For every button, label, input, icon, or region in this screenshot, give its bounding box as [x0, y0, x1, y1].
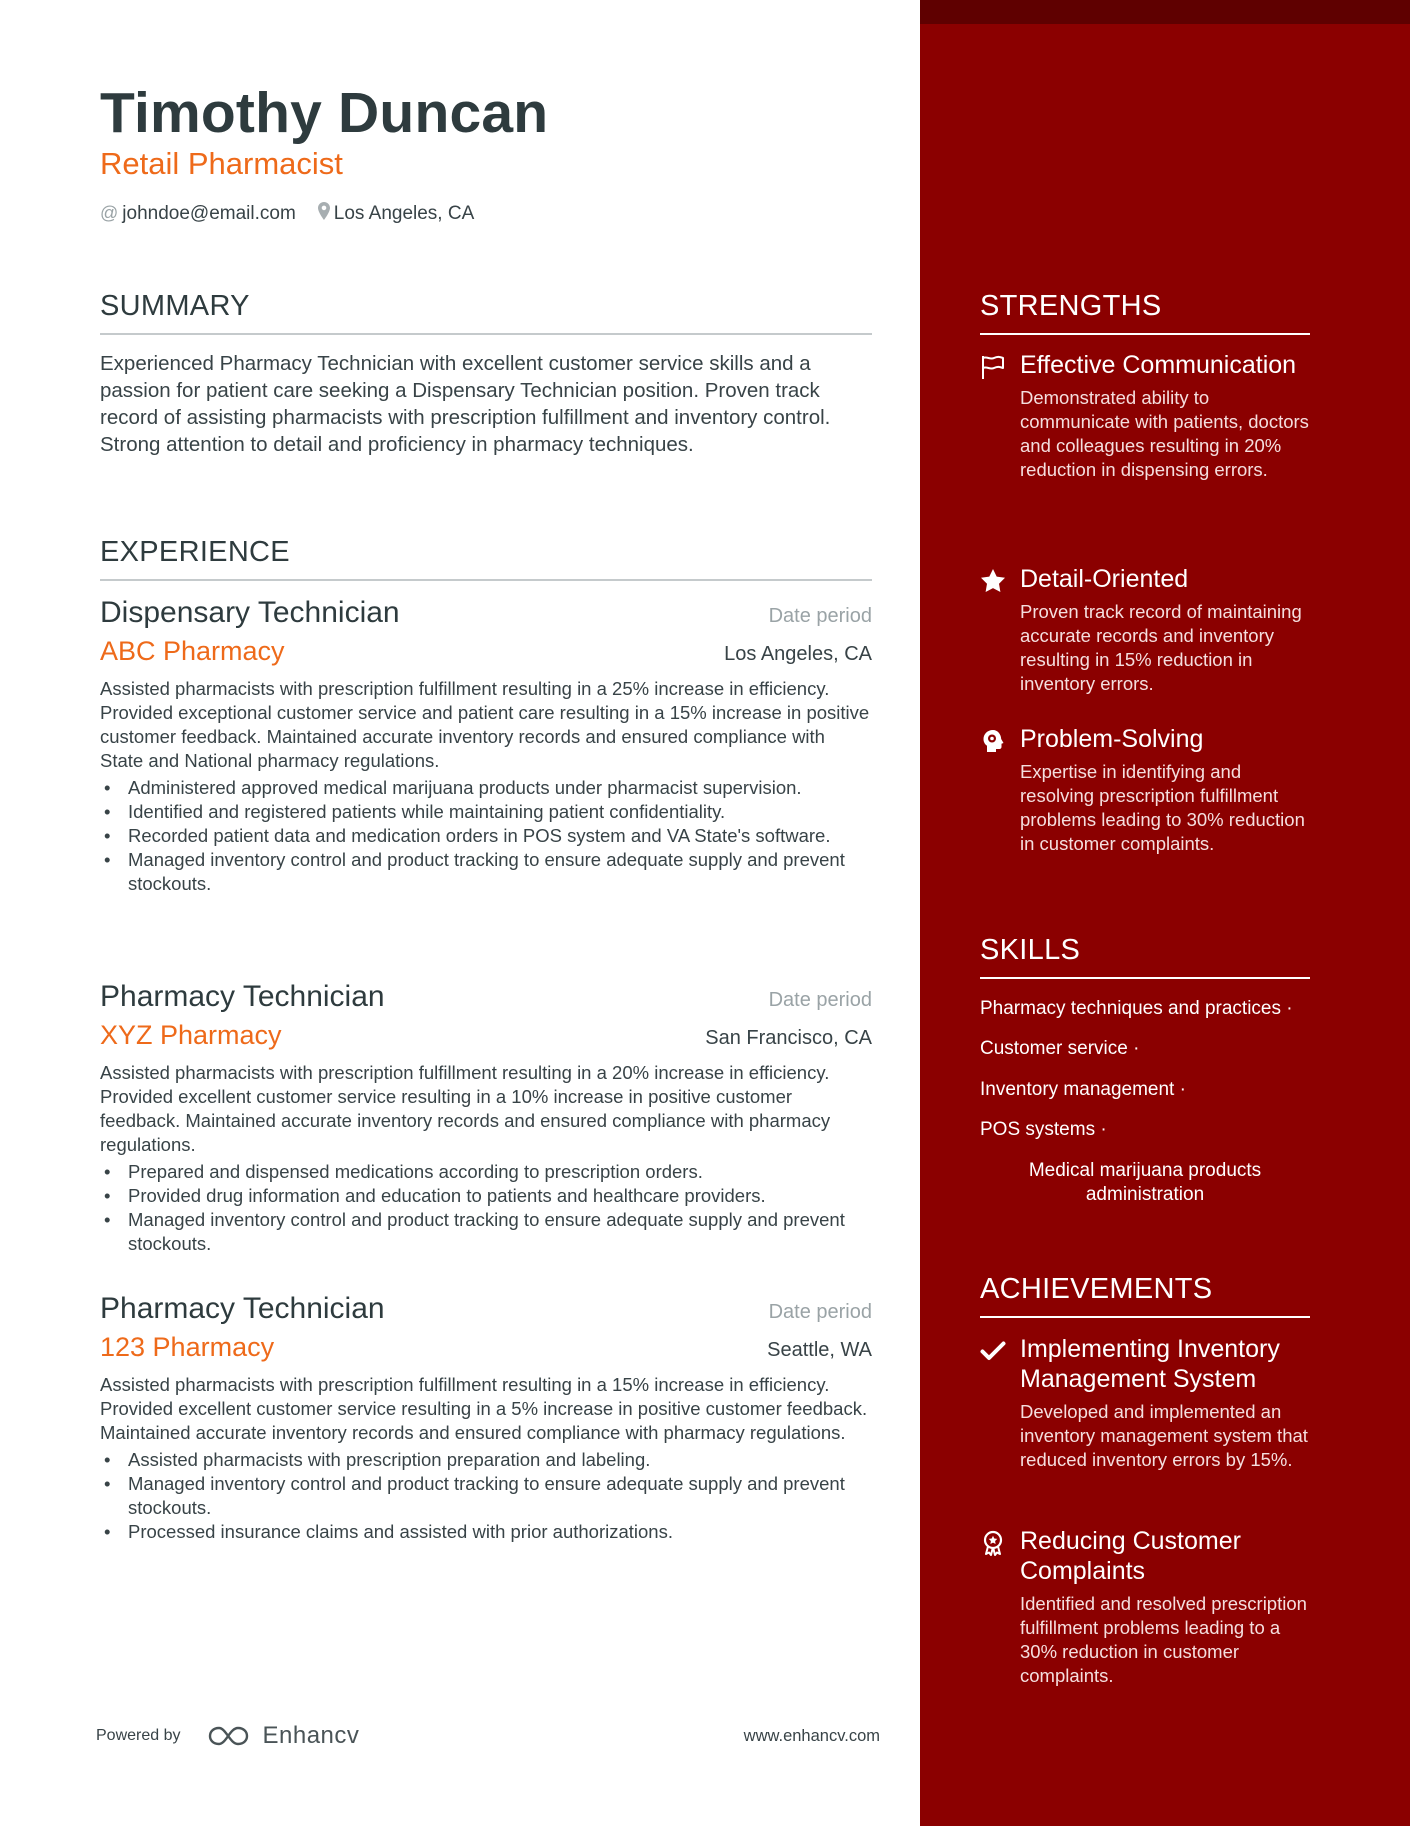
- job-date: Date period: [768, 989, 872, 1011]
- job-location: San Francisco, CA: [705, 1027, 872, 1049]
- job-bullet: • Administered approved medical marijuana products under pharmacist supervision.: [100, 776, 872, 800]
- job-bullet: • Identified and registered patients while maintaining patient confidentiality.: [100, 800, 872, 824]
- candidate-name: Timothy Duncan: [100, 81, 549, 145]
- job-company: ABC Pharmacy: [100, 636, 285, 666]
- strength-title: Effective Communication: [1020, 351, 1297, 379]
- job-bullet: • Recorded patient data and medication orders in POS system and VA State's software.: [100, 824, 872, 848]
- job-bullet: • Managed inventory control and product tracking to ensure adequate supply and prevent stockouts.: [100, 1208, 872, 1256]
- brain-head-icon: [980, 728, 1006, 754]
- job-description: Assisted pharmacists with prescription fulfillment resulting in a 25% increase in efficiency. Provided exceptional customer service and patient care resulting in a 15% increase in positive customer feedback. Maintained accurate inventory records and ensured compliance with State and National pharmacy regulations.: [100, 678, 870, 771]
- powered-by: [96, 1722, 359, 1750]
- job-bullet: • Assisted pharmacists with prescription preparation and labeling.: [100, 1448, 872, 1472]
- location-pin-icon: [318, 202, 330, 225]
- check-icon: [980, 1338, 1006, 1364]
- skill-item: Customer service ·: [980, 1038, 1140, 1059]
- job-company: XYZ Pharmacy: [100, 1020, 282, 1050]
- skill-item: POS systems ·: [980, 1119, 1107, 1140]
- job-description: Assisted pharmacists with prescription fulfillment resulting in a 15% increase in efficiency. Provided excellent customer service resulting in a 5% increase in positive customer feedback. Maintained accurate inventory records and ensured compliance with pharmacy regulations.: [100, 1374, 868, 1443]
- strength-item: [980, 724, 1320, 856]
- strength-description: Demonstrated ability to communicate with patients, doctors and colleagues resulting in 20% reduction in dispensing errors.: [1020, 387, 1309, 480]
- job-title: Dispensary Technician: [100, 596, 400, 629]
- star-icon: [980, 568, 1006, 594]
- summary-heading: SUMMARY: [100, 290, 872, 335]
- enhancv-brand-text: Enhancv: [262, 1722, 360, 1749]
- skill-item: Medical marijuana products administration: [1028, 1160, 1262, 1205]
- strength-description: Expertise in identifying and resolving prescription fulfillment problems leading to 30% reduction in customer complaints.: [1020, 761, 1305, 854]
- strength-item: [980, 564, 1320, 696]
- job-title: Pharmacy Technician: [100, 1292, 385, 1325]
- strength-description: Proven track record of maintaining accurate records and inventory resulting in 15% reduction in inventory errors.: [1020, 601, 1302, 694]
- at-icon: @: [100, 203, 119, 223]
- achievement-description: Identified and resolved prescription fulfillment problems leading to a 30% reduction in customer complaints.: [1020, 1593, 1307, 1686]
- job-date: Date period: [768, 1301, 872, 1323]
- experience-heading: EXPERIENCE: [100, 536, 872, 581]
- skills-heading: SKILLS: [980, 934, 1310, 979]
- summary-text: Experienced Pharmacy Technician with excellent customer service skills and a passion for patient care seeking a Dispensary Technician position. Proven track record of assisting pharmacists with prescription fulfillment and inventory control. Strong attention to detail and proficiency in pharmacy techniques.: [100, 352, 831, 456]
- enhancv-logo-icon: [207, 1724, 253, 1748]
- job-description: Assisted pharmacists with prescription fulfillment resulting in a 20% increase in efficiency. Provided excellent customer service resulting in a 10% increase in positive customer feedback. Maintained accurate inventory records and ensured compliance with pharmacy regulations.: [100, 1062, 831, 1155]
- contact-info: [100, 202, 496, 225]
- strengths-heading: STRENGTHS: [980, 290, 1310, 335]
- email-item[interactable]: [100, 203, 296, 225]
- skill-item: Pharmacy techniques and practices ·: [980, 998, 1293, 1019]
- enhancv-logo[interactable]: [207, 1722, 360, 1750]
- achievements-heading: ACHIEVEMENTS: [980, 1273, 1310, 1318]
- email-text: johndoe@email.com: [122, 202, 296, 224]
- experience-entry: [100, 980, 872, 1256]
- strength-title: Problem-Solving: [1020, 725, 1204, 753]
- job-bullet: • Managed inventory control and product tracking to ensure adequate supply and prevent stockouts.: [100, 1472, 872, 1520]
- job-bullet: • Provided drug information and education to patients and healthcare providers.: [100, 1184, 872, 1208]
- achievement-title: Reducing Customer Complaints: [1020, 1527, 1241, 1585]
- candidate-title: Retail Pharmacist: [100, 146, 343, 181]
- footer-url[interactable]: www.enhancv.com: [743, 1726, 880, 1745]
- award-icon: [980, 1530, 1006, 1556]
- skill-item: Inventory management ·: [980, 1079, 1186, 1100]
- flag-icon: [980, 354, 1006, 380]
- achievement-item: [980, 1334, 1320, 1472]
- job-bullets: [100, 1448, 872, 1544]
- job-bullet: • Prepared and dispensed medications according to prescription orders.: [100, 1160, 872, 1184]
- experience-entry: [100, 1292, 872, 1544]
- job-company: 123 Pharmacy: [100, 1332, 275, 1362]
- strength-item: [980, 350, 1320, 482]
- footer: [96, 1722, 880, 1750]
- job-bullets: [100, 1160, 872, 1256]
- job-date: Date period: [768, 605, 872, 627]
- powered-by-text: Powered by: [96, 1727, 181, 1744]
- job-bullets: [100, 776, 872, 896]
- location-text: Los Angeles, CA: [333, 202, 475, 224]
- experience-entry: [100, 596, 872, 896]
- location-item: [318, 202, 474, 225]
- achievement-item: [980, 1526, 1320, 1688]
- job-bullet: • Managed inventory control and product tracking to ensure adequate supply and prevent stockouts.: [100, 848, 872, 896]
- job-bullet: • Processed insurance claims and assisted with prior authorizations.: [100, 1520, 872, 1544]
- job-location: Seattle, WA: [767, 1339, 872, 1361]
- job-title: Pharmacy Technician: [100, 980, 385, 1013]
- sidebar-top-bar: [920, 0, 1410, 24]
- job-location: Los Angeles, CA: [724, 643, 872, 665]
- achievement-title: Implementing Inventory Management System: [1020, 1335, 1280, 1393]
- achievement-description: Developed and implemented an inventory management system that reduced inventory errors by 15%.: [1020, 1401, 1308, 1470]
- strength-title: Detail-Oriented: [1020, 565, 1189, 593]
